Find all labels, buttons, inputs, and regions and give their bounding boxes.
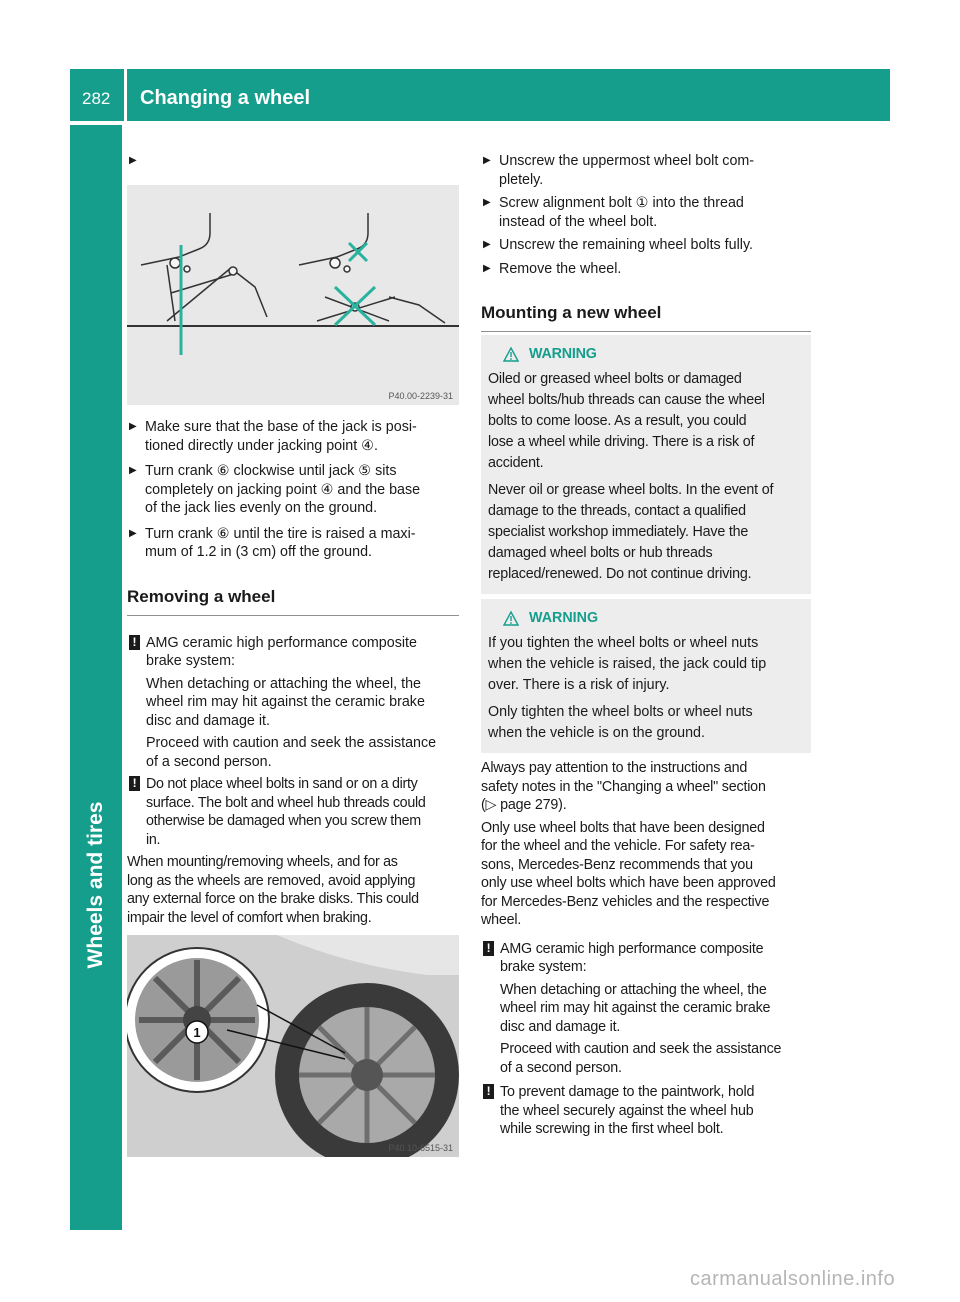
section-side-tab [70,125,122,1230]
warning-box-greased-bolts [481,335,811,594]
step-arrow-icon: ▶ [483,197,491,208]
jack-diagram [127,185,459,405]
wheel-image [127,935,459,1157]
warning-paragraph: Oiled or greased wheel bolts or damaged wheel bolts/hub threads can cause the wheel bolts to come loose. As a result, you could lose a wheel while driving. There is a risk of accident. [488,371,765,471]
caution-icon: ! [483,1084,494,1099]
removing-section [127,588,459,927]
step-arrow-icon: ▶ [483,155,491,166]
left-column-steps [127,418,459,569]
step-unscrew-upper: ▶ Unscrew the uppermost wheel bolt com- pletely. [483,153,755,188]
warning-paragraph: Never oil or grease wheel bolts. In the event of damage to the threads, contact a qualified specialist workshop immediately. Have the damaged wheel bolts or hub threads replaced/renewed. Do not continue driving. [488,482,774,582]
alignment-bolt-callout: 1 [193,1025,201,1040]
warning-triangle-icon [503,611,519,626]
approved-bolts-paragraph: Only use wheel bolts that have been designed for the wheel and the vehicle. For safety rea- sons, Mercedes-Benz recommends that you only use wheel bolts which have been approved for Mercedes-Benz vehicles and the respective wheel. [481,819,776,928]
warning-paragraph: If you tighten the wheel bolts or wheel nuts when the vehicle is raised, the jack could tip over. There is a risk of injury. [488,635,767,693]
step-arrow-icon: ▶ [129,527,137,539]
safety-notes-paragraph: Always pay attention to the instructions and safety notes in the "Changing a wheel" section (▷ page 279). [481,760,766,813]
header-divider [124,69,127,121]
warning-paragraph: Only tighten the wheel bolts or wheel nuts when the vehicle is on the ground. [488,704,753,741]
note-paintwork: ! To prevent damage to the paintwork, hold the wheel securely against the wheel hub while screwing in the first wheel bolt. [481,1083,813,1139]
section-label: Wheels and tires [84,801,107,969]
section-heading: Removing a wheel [127,588,459,616]
note-amg-brake: ! AMG ceramic high performance composite brake system: When detaching or attaching the wheel, the wheel rim may hit against the ceramic brake disc and damage it. Proceed with caution and seek the assistance of a second person. [481,940,813,1078]
jack-illustration [127,185,459,405]
warning-header: WARNING [488,608,802,629]
brake-disk-paragraph: When mounting/removing wheels, and for as long as the wheels are removed, avoid applying any external force on the brake disks. This could impair the level of comfort when braking. [127,854,419,926]
step-alignment-bolt: ▶ Screw alignment bolt ① into the thread instead of the wheel bolt. [483,195,744,230]
caution-icon: ! [129,635,140,650]
step-remove-wheel: ▶ Remove the wheel. [483,260,622,277]
warning-triangle-icon [503,347,519,362]
figure-code: P40.00-2239-31 [388,391,453,401]
warning-box-tighten-bolts [481,599,811,753]
mounting-heading-block [481,303,811,332]
wheel-photo [127,935,459,1157]
note-wheel-bolts: ! Do not place wheel bolts in sand or on a dirty surface. The bolt and wheel hub threads could otherwise be damaged when you screw them in. [127,775,459,849]
right-column-steps [481,152,811,285]
caution-icon: ! [129,776,140,791]
note-amg-brake: ! AMG ceramic high performance composite brake system: When detaching or attaching the wheel, the wheel rim may hit against the ceramic brake disc and damage it. Proceed with caution and seek the assistance of a second person. [127,634,459,772]
watermark: carmanualsonline.info [690,1268,896,1290]
page-header [70,69,890,121]
step-arrow-icon: ▶ [483,262,491,274]
page-title: Changing a wheel [140,87,311,109]
warning-header: WARNING [488,344,802,365]
step-arrow-icon: ▶ [129,465,137,476]
step-jack-base: ▶ Make sure that the base of the jack is posi- tioned directly under jacking point ④. [129,419,417,454]
step-raise-tire: ▶ Turn crank ⑥ until the tire is raised a maxi- mum of 1.2 in (3 cm) off the ground. [129,525,416,560]
step-arrow-icon: ▶ [483,239,491,250]
caution-icon: ! [483,941,494,956]
step-unscrew-remaining: ▶ Unscrew the remaining wheel bolts fully. [483,237,754,253]
figure-code: P40.10-6515-31 [388,1143,453,1153]
step-arrow-icon: ▶ [129,155,137,166]
right-column-body [481,759,813,1143]
step-arrow-icon: ▶ [129,421,137,432]
step-turn-crank: ▶ Turn crank ⑥ clockwise until jack ⑤ sits completely on jacking point ④ and the base of the jack lies evenly on the ground. [129,463,421,516]
section-heading: Mounting a new wheel [481,303,811,332]
page-number: 282 [82,89,111,108]
